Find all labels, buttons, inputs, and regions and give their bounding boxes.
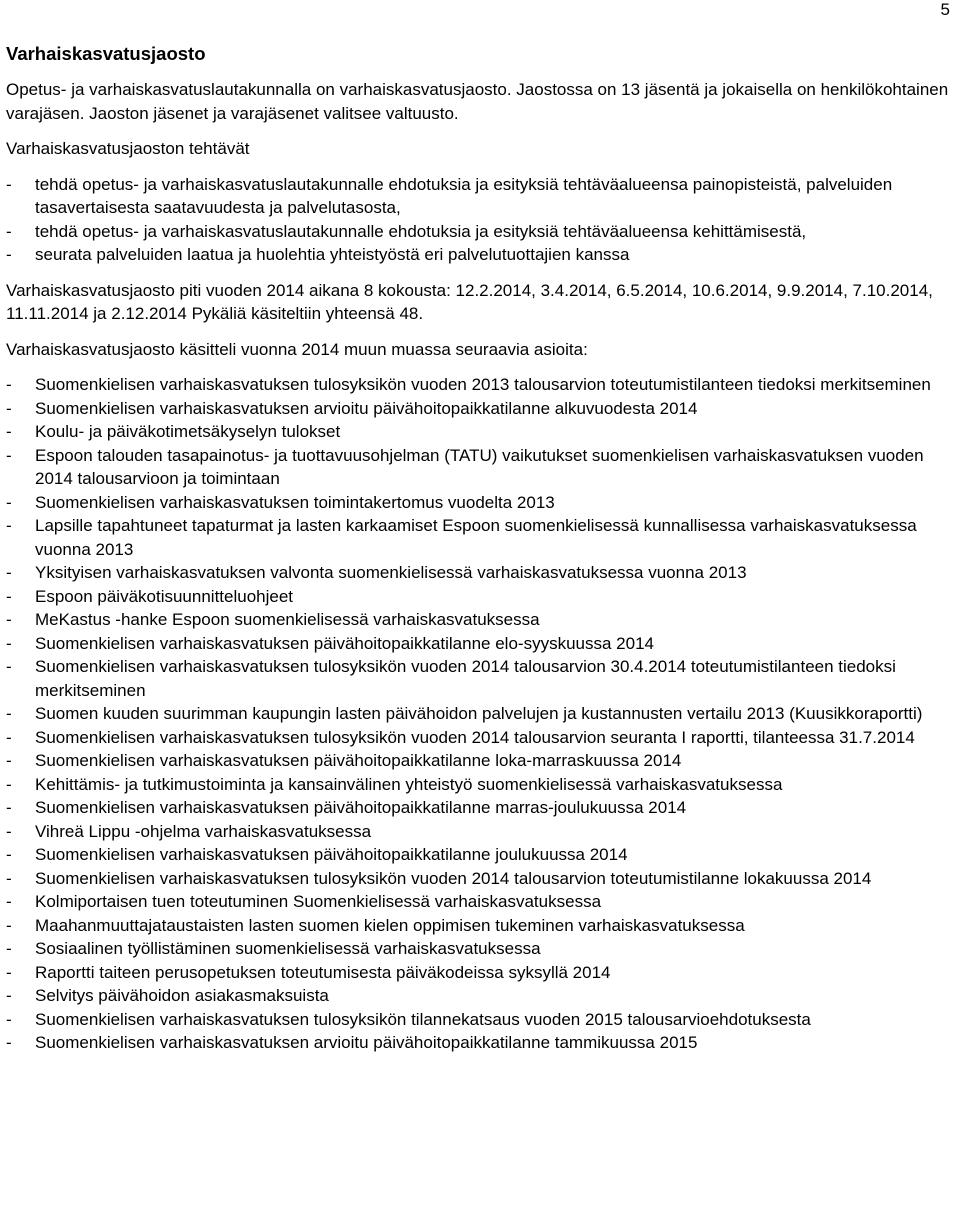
list-dash: -	[6, 704, 12, 723]
topic-item	[6, 984, 954, 1008]
topic-item	[6, 702, 954, 726]
list-item-text: tehdä opetus- ja varhaiskasvatuslautakunnalle ehdotuksia ja esityksiä tehtäväalueensa painopisteistä, palveluiden tasavertaisesta saatavuudesta ja palvelutasosta,	[35, 174, 893, 217]
list-item-text: Selvitys päivähoidon asiakasmaksuista	[35, 986, 329, 1005]
topic-item	[6, 1008, 954, 1032]
topic-item	[6, 937, 954, 961]
topic-item	[6, 867, 954, 891]
topic-item	[6, 890, 954, 914]
list-dash: -	[6, 174, 12, 194]
list-item-text: Vihreä Lippu -ohjelma varhaiskasvatuksessa	[35, 821, 372, 841]
topic-item	[6, 961, 954, 985]
list-dash: -	[6, 986, 12, 1005]
list-dash: -	[6, 422, 12, 441]
list-dash: -	[6, 563, 12, 582]
list-item-text: Suomenkielisen varhaiskasvatuksen arvioitu päivähoitopaikkatilanne alkuvuodesta 2014	[35, 398, 698, 418]
topic-item	[6, 397, 954, 421]
list-dash: -	[6, 727, 12, 747]
list-item-text: MeKastus -hanke Espoon suomenkielisessä varhaiskasvatuksessa	[35, 610, 540, 629]
list-item-text: Kehittämis- ja tutkimustoiminta ja kansainvälinen yhteistyö suomenkielisessä varhaiskasvatuksessa	[35, 774, 783, 794]
list-dash: -	[6, 751, 12, 770]
topic-item	[6, 655, 954, 702]
list-dash: -	[6, 610, 12, 629]
list-item-text: Suomenkielisen varhaiskasvatuksen päivähoitopaikkatilanne loka-marraskuussa 2014	[35, 751, 682, 770]
topic-item	[6, 608, 954, 632]
list-dash: -	[6, 939, 12, 958]
topic-item	[6, 1031, 954, 1055]
list-dash: -	[6, 445, 12, 465]
list-dash: -	[6, 1033, 12, 1052]
topic-item	[6, 914, 954, 938]
document-body	[6, 42, 954, 1055]
task-item	[6, 220, 954, 244]
list-item-text: Suomenkielisen varhaiskasvatuksen toimintakertomus vuodelta 2013	[35, 492, 555, 512]
topic-item	[6, 843, 954, 867]
topic-item	[6, 373, 954, 397]
list-item-text: Suomenkielisen varhaiskasvatuksen tulosyksikön tilannekatsaus vuoden 2015 talousarvioehdotuksesta	[35, 1009, 811, 1029]
list-dash: -	[6, 398, 12, 418]
list-dash: -	[6, 845, 12, 864]
list-item-text: Suomen kuuden suurimman kaupungin lasten päivähoidon palvelujen ja kustannusten vertailu 2013 (Kuusikkoraportti)	[35, 704, 923, 723]
task-item	[6, 243, 954, 267]
topic-item	[6, 420, 954, 444]
list-dash: -	[6, 962, 12, 982]
list-item-text: Espoon talouden tasapainotus- ja tuottavuusohjelman (TATU) vaikutukset suomenkielisen varhaiskasvatuksen vuoden 2014 talousarvioon ja toimintaan	[35, 445, 924, 488]
list-dash: -	[6, 633, 12, 653]
topics-list	[6, 373, 954, 1055]
list-dash: -	[6, 1009, 12, 1029]
list-dash: -	[6, 915, 12, 935]
topic-item	[6, 561, 954, 585]
list-item-text: Suomenkielisen varhaiskasvatuksen päivähoitopaikkatilanne joulukuussa 2014	[35, 845, 628, 864]
list-dash: -	[6, 892, 12, 911]
topic-item	[6, 444, 954, 491]
list-dash: -	[6, 868, 12, 888]
list-item-text: Suomenkielisen varhaiskasvatuksen tulosyksikön vuoden 2014 talousarvion seuranta I raportti, tilanteessa 31.7.2014	[35, 727, 915, 747]
list-item-text: Suomenkielisen varhaiskasvatuksen tulosyksikön vuoden 2013 talousarvion toteutumistilanteen tiedoksi merkitseminen	[35, 375, 931, 394]
list-dash: -	[6, 798, 12, 817]
topic-item	[6, 773, 954, 797]
topic-item	[6, 491, 954, 515]
list-item-text: Raportti taiteen perusopetuksen toteutumisesta päiväkodeissa syksyllä 2014	[35, 962, 611, 982]
tasks-list	[6, 173, 954, 267]
list-item-text: Sosiaalinen työllistäminen suomenkielisessä varhaiskasvatuksessa	[35, 939, 541, 958]
list-item-text: Suomenkielisen varhaiskasvatuksen päivähoitopaikkatilanne marras-joulukuussa 2014	[35, 798, 687, 817]
tasks-heading: Varhaiskasvatusjaoston tehtävät	[6, 139, 250, 158]
topics-heading: Varhaiskasvatusjaosto käsitteli vuonna 2014 muun muassa seuraavia asioita:	[6, 339, 588, 359]
list-item-text: Yksityisen varhaiskasvatuksen valvonta suomenkielisessä varhaiskasvatuksessa vuonna 2013	[35, 563, 747, 582]
list-dash: -	[6, 774, 12, 794]
list-dash: -	[6, 516, 12, 535]
topic-item	[6, 749, 954, 773]
list-dash: -	[6, 221, 12, 241]
list-item-text: seurata palveluiden laatua ja huolehtia yhteistyöstä eri palvelutuottajien kanssa	[35, 245, 630, 264]
list-dash: -	[6, 821, 12, 841]
list-dash: -	[6, 492, 12, 512]
list-dash: -	[6, 586, 12, 606]
topic-item	[6, 820, 954, 844]
list-item-text: tehdä opetus- ja varhaiskasvatuslautakunnalle ehdotuksia ja esityksiä tehtäväalueensa kehittämisestä,	[35, 221, 807, 241]
topic-item	[6, 796, 954, 820]
list-item-text: Suomenkielisen varhaiskasvatuksen arvioitu päivähoitopaikkatilanne tammikuussa 2015	[35, 1033, 698, 1052]
list-dash: -	[6, 245, 12, 264]
list-item-text: Suomenkielisen varhaiskasvatuksen tulosyksikön vuoden 2014 talousarvion 30.4.2014 toteutumistilanteen tiedoksi merkitseminen	[35, 657, 896, 700]
section-heading: Varhaiskasvatusjaosto	[6, 43, 206, 64]
intro-paragraph: Opetus- ja varhaiskasvatuslautakunnalla on varhaiskasvatusjaosto. Jaostossa on 13 jäsentä ja jokaisella on henkilökohtainen varajäsen. Jaoston jäsenet ja varajäsenet valitsee valtuusto.	[6, 80, 949, 123]
task-item	[6, 173, 954, 220]
topic-item	[6, 726, 954, 750]
list-item-text: Espoon päiväkotisuunnitteluohjeet	[35, 586, 294, 606]
topic-item	[6, 632, 954, 656]
list-item-text: Maahanmuuttajataustaisten lasten suomen kielen oppimisen tukeminen varhaiskasvatuksessa	[35, 915, 745, 935]
page-number: 5	[940, 0, 950, 19]
list-item-text: Kolmiportaisen tuen toteutuminen Suomenkielisessä varhaiskasvatuksessa	[35, 892, 602, 911]
meetings-paragraph: Varhaiskasvatusjaosto piti vuoden 2014 aikana 8 kokousta: 12.2.2014, 3.4.2014, 6.5.2014, 10.6.2014, 9.9.2014, 7.10.2014, 11.11.2014 ja 2.12.2014 Pykäliä käsiteltiin yhteensä 48.	[6, 280, 933, 323]
topic-item	[6, 514, 954, 561]
list-item-text: Suomenkielisen varhaiskasvatuksen tulosyksikön vuoden 2014 talousarvion toteutumistilanne lokakuussa 2014	[35, 868, 872, 888]
topic-item	[6, 585, 954, 609]
list-item-text: Koulu- ja päiväkotimetsäkyselyn tulokset	[35, 422, 341, 441]
list-dash: -	[6, 375, 12, 394]
list-dash: -	[6, 657, 12, 676]
list-item-text: Lapsille tapahtuneet tapaturmat ja lasten karkaamiset Espoon suomenkielisessä kunnallisessa varhaiskasvatuksessa vuonna 2013	[35, 516, 917, 559]
list-item-text: Suomenkielisen varhaiskasvatuksen päivähoitopaikkatilanne elo-syyskuussa 2014	[35, 633, 654, 653]
